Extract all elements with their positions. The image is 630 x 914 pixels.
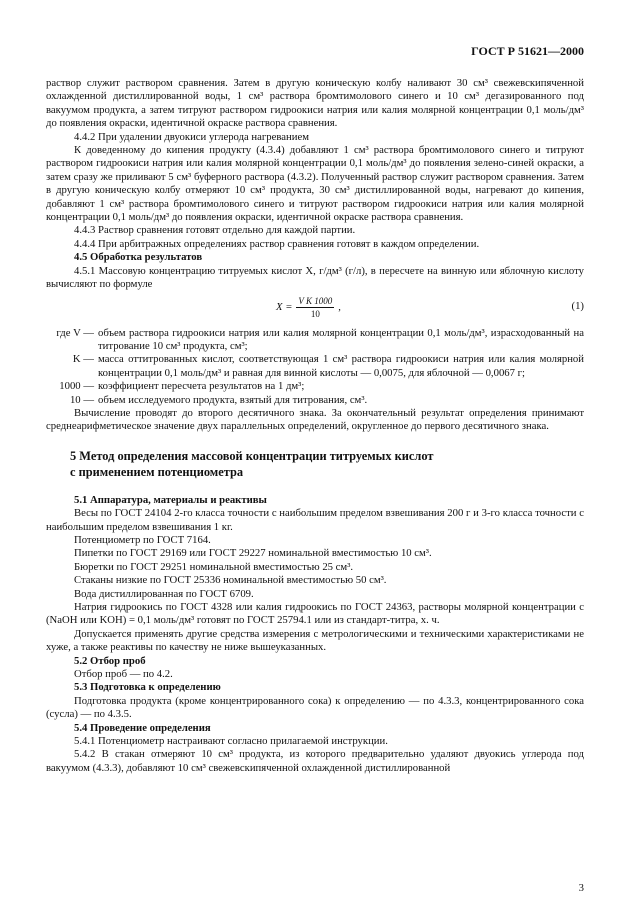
- page-body: [46, 77, 584, 775]
- clause-5-4-1: 5.4.1 Потенциометр настраивают согласно прилагаемой инструкции.: [74, 735, 388, 748]
- paragraph: Потенциометр по ГОСТ 7164.: [74, 533, 211, 546]
- definition-item: [46, 380, 584, 393]
- paragraph: Отбор проб — по 4.2.: [74, 668, 173, 681]
- paragraph: К доведенному до кипения продукту (4.3.4) добавляют 1 см³ раствора бромтимолового синего и титруют раствором гидроокиси натрия или калия молярной концентрации 0,1 моль/дм³ до появления зелено-синей окраски, а затем сразу же приливают 5 см³ буферного раствора (4.3.2). Полученный раствор служит раствором сравнения. Затем в другую коническую колбу отмеряют 10 см³ продукта, 30 см³ дистиллированной воды, нагревают до кипения, добавляют 1 см³ раствора бромтимолового синего и титруют раствором гидроокиси натрия или калия молярной концентрации 0,1 моль/дм³ до появления окраски, идентичной окраске раствора сравнения.: [46, 144, 584, 224]
- formula-number: (1): [571, 299, 584, 312]
- document-header-code: ГОСТ Р 51621—2000: [471, 44, 584, 58]
- definition-text: масса оттитрованных кислот, соответствующая 1 см³ раствора гидроокиси натрия или калия молярной концентрации 0,1 моль/дм³ и равная для винной кислоты — 0,0075, для яблочной — 0,0067 г;: [98, 353, 584, 379]
- formula-expression: [276, 296, 341, 320]
- paragraph: раствор служит раствором сравнения. Затем в другую коническую колбу наливают 30 см³ свежевскипяченной охлажденной дистиллированной воды, 1 см³ раствора бромтимолового синего и 10 см³ дегазированного под вакуумом продукта, а затем титруют раствором гидроокиси натрия или калия молярной концентрации 0,1 моль/дм³ до появления окраски, идентичной окраске раствора сравнения.: [46, 77, 584, 130]
- paragraph: Вычисление проводят до второго десятичного знака. За окончательный результат определения принимают среднеарифметическое значение двух параллельных определений, округленное до первого десятичного знака.: [46, 406, 584, 433]
- formula-definitions: [46, 327, 584, 407]
- paragraph: Допускается применять другие средства измерения с метрологическими и техническими характеристиками не хуже, а также реактивы по качеству не ниже вышеуказанных.: [46, 627, 584, 654]
- clause-4-5-heading: 4.5 Обработка результатов: [74, 251, 203, 264]
- definition-item: [46, 353, 584, 380]
- formula-numerator: V K 1000: [298, 295, 333, 306]
- definition-symbol: 10 —: [69, 393, 94, 406]
- paragraph: Бюретки по ГОСТ 29251 номинальной вместимостью 25 см³.: [74, 560, 354, 573]
- clause-5-1-heading: 5.1 Аппаратура, материалы и реактивы: [74, 493, 267, 506]
- definition-symbol: где V —: [56, 326, 94, 339]
- definition-symbol: K —: [72, 353, 94, 366]
- section-title-line: 5 Метод определения массовой концентрации титруемых кислот: [70, 448, 434, 463]
- formula-lhs: X =: [276, 300, 293, 313]
- section-5-title: [70, 448, 584, 480]
- paragraph: Подготовка продукта (кроме концентрированного сока) к определению — по 4.3.3, концентрированного сока (сусла) — по 4.3.5.: [46, 694, 584, 721]
- paragraph: Стаканы низкие по ГОСТ 25336 номинальной вместимостью 50 см³.: [74, 574, 387, 587]
- definition-text: объем раствора гидроокиси натрия или калия молярной концентрации 0,1 моль/дм³, израсходованный на титрование 10 см³ продукта, см³;: [98, 326, 584, 352]
- paragraph: Пипетки по ГОСТ 29169 или ГОСТ 29227 номинальной вместимостью 10 см³.: [74, 547, 432, 560]
- clause-5-4-heading: 5.4 Проведение определения: [74, 721, 211, 734]
- clause-5-3-heading: 5.3 Подготовка к определению: [74, 681, 221, 694]
- section-title-line: с применением потенциометра: [70, 464, 244, 479]
- formula-fraction: [296, 296, 334, 320]
- clause-4-4-2-heading: 4.4.2 При удалении двуокиси углерода нагреванием: [74, 130, 309, 143]
- formula-1: [46, 294, 584, 324]
- clause-5-2-heading: 5.2 Отбор проб: [74, 654, 146, 667]
- formula-tail: ,: [338, 300, 341, 313]
- definition-item: [46, 394, 584, 407]
- clause-4-4-3: 4.4.3 Раствор сравнения готовят отдельно для каждой партии.: [74, 224, 356, 237]
- clause-4-4-4: 4.4.4 При арбитражных определениях раствор сравнения готовят в каждом определении.: [74, 237, 480, 250]
- definition-item: [46, 327, 584, 354]
- definition-symbol: 1000 —: [59, 380, 94, 393]
- definition-text: объем исследуемого продукта, взятый для титрования, см³.: [98, 393, 368, 406]
- page-number: 3: [578, 882, 584, 894]
- paragraph: Весы по ГОСТ 24104 2-го класса точности с наибольшим пределом взвешивания 200 г и 3-го класса точности с наибольшим пределом взвешивания 1 кг.: [46, 507, 584, 533]
- paragraph: Натрия гидроокись по ГОСТ 4328 или калия гидроокись по ГОСТ 24363, растворы молярной концентрации c (NaOH или KOH) = 0,1 моль/дм³ готовят по ГОСТ 25794.1 или из стандарт-титра, х. ч.: [46, 601, 584, 627]
- formula-denominator: 10: [310, 308, 320, 319]
- definition-text: коэффициент пересчета результатов на 1 дм³;: [98, 380, 305, 393]
- clause-4-5-1: 4.5.1 Массовую концентрацию титруемых кислот X, г/дм³ (г/л), в пересчете на винную или яблочную кислоту вычисляют по формуле: [46, 264, 584, 291]
- paragraph: Вода дистиллированная по ГОСТ 6709.: [74, 587, 254, 600]
- clause-5-4-2: 5.4.2 В стакан отмеряют 10 см³ продукта, из которого предварительно удаляют двуокись углерода под вакуумом (4.3.3), добавляют 10 см³ свежевскипяченной охлажденной дистиллированной: [46, 748, 584, 774]
